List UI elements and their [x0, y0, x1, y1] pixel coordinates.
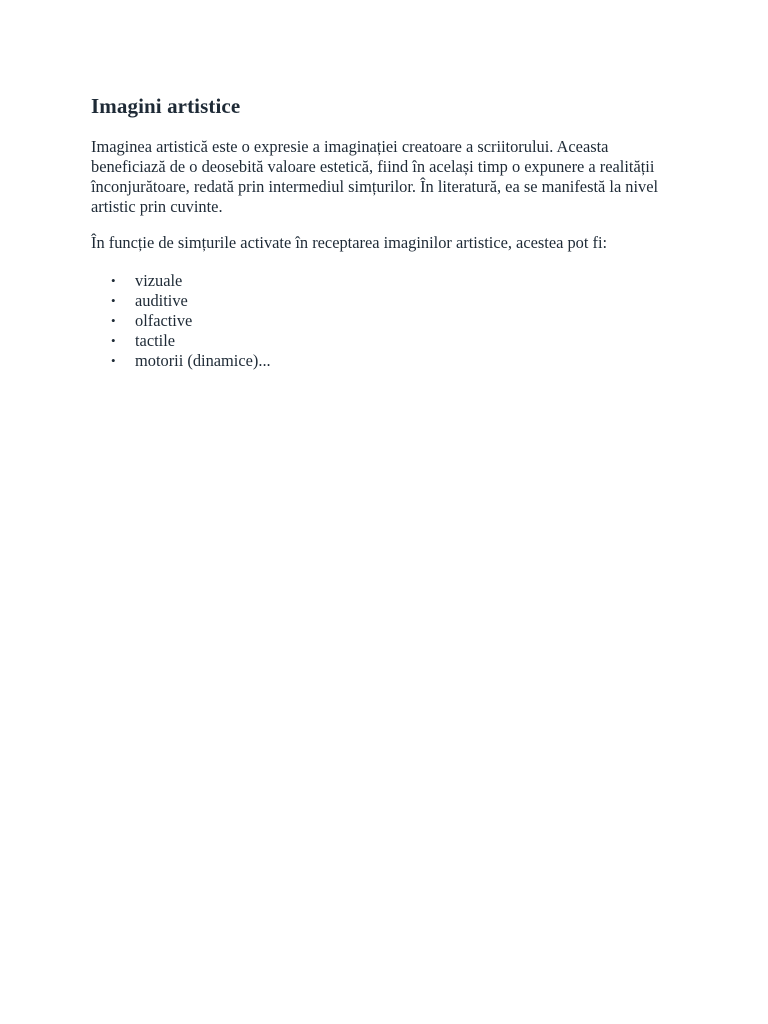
- bullet-icon: •: [111, 313, 116, 328]
- list-item-label: auditive: [135, 291, 188, 310]
- list-item: [91, 351, 671, 371]
- document-page: [91, 92, 671, 371]
- bullet-icon: •: [111, 353, 116, 368]
- bullet-icon: •: [111, 273, 116, 288]
- list-item-label: motorii (dinamice)...: [135, 351, 271, 370]
- list-item: [91, 331, 671, 351]
- classification-paragraph: În funcție de simțurile activate în receptarea imaginilor artistice, acestea pot fi:: [91, 233, 608, 252]
- image-types-list: [91, 271, 671, 371]
- intro-paragraph: Imaginea artistică este o expresie a imaginației creatoare a scriitorului. Aceasta beneficiază de o deosebită valoare estetică, fiind în același timp o expunere a realității înconjurătoare, redată prin intermediul simțurilor. În literatură, ea se manifestă la nivel artistic prin cuvinte.: [91, 137, 659, 216]
- list-item-label: olfactive: [135, 311, 193, 330]
- list-item: [91, 291, 671, 311]
- bullet-icon: •: [111, 333, 116, 348]
- list-item: [91, 271, 671, 291]
- list-item-label: tactile: [135, 331, 176, 350]
- list-item: [91, 311, 671, 331]
- document-title: Imagini artistice: [91, 94, 241, 118]
- bullet-icon: •: [111, 293, 116, 308]
- list-item-label: vizuale: [135, 271, 183, 290]
